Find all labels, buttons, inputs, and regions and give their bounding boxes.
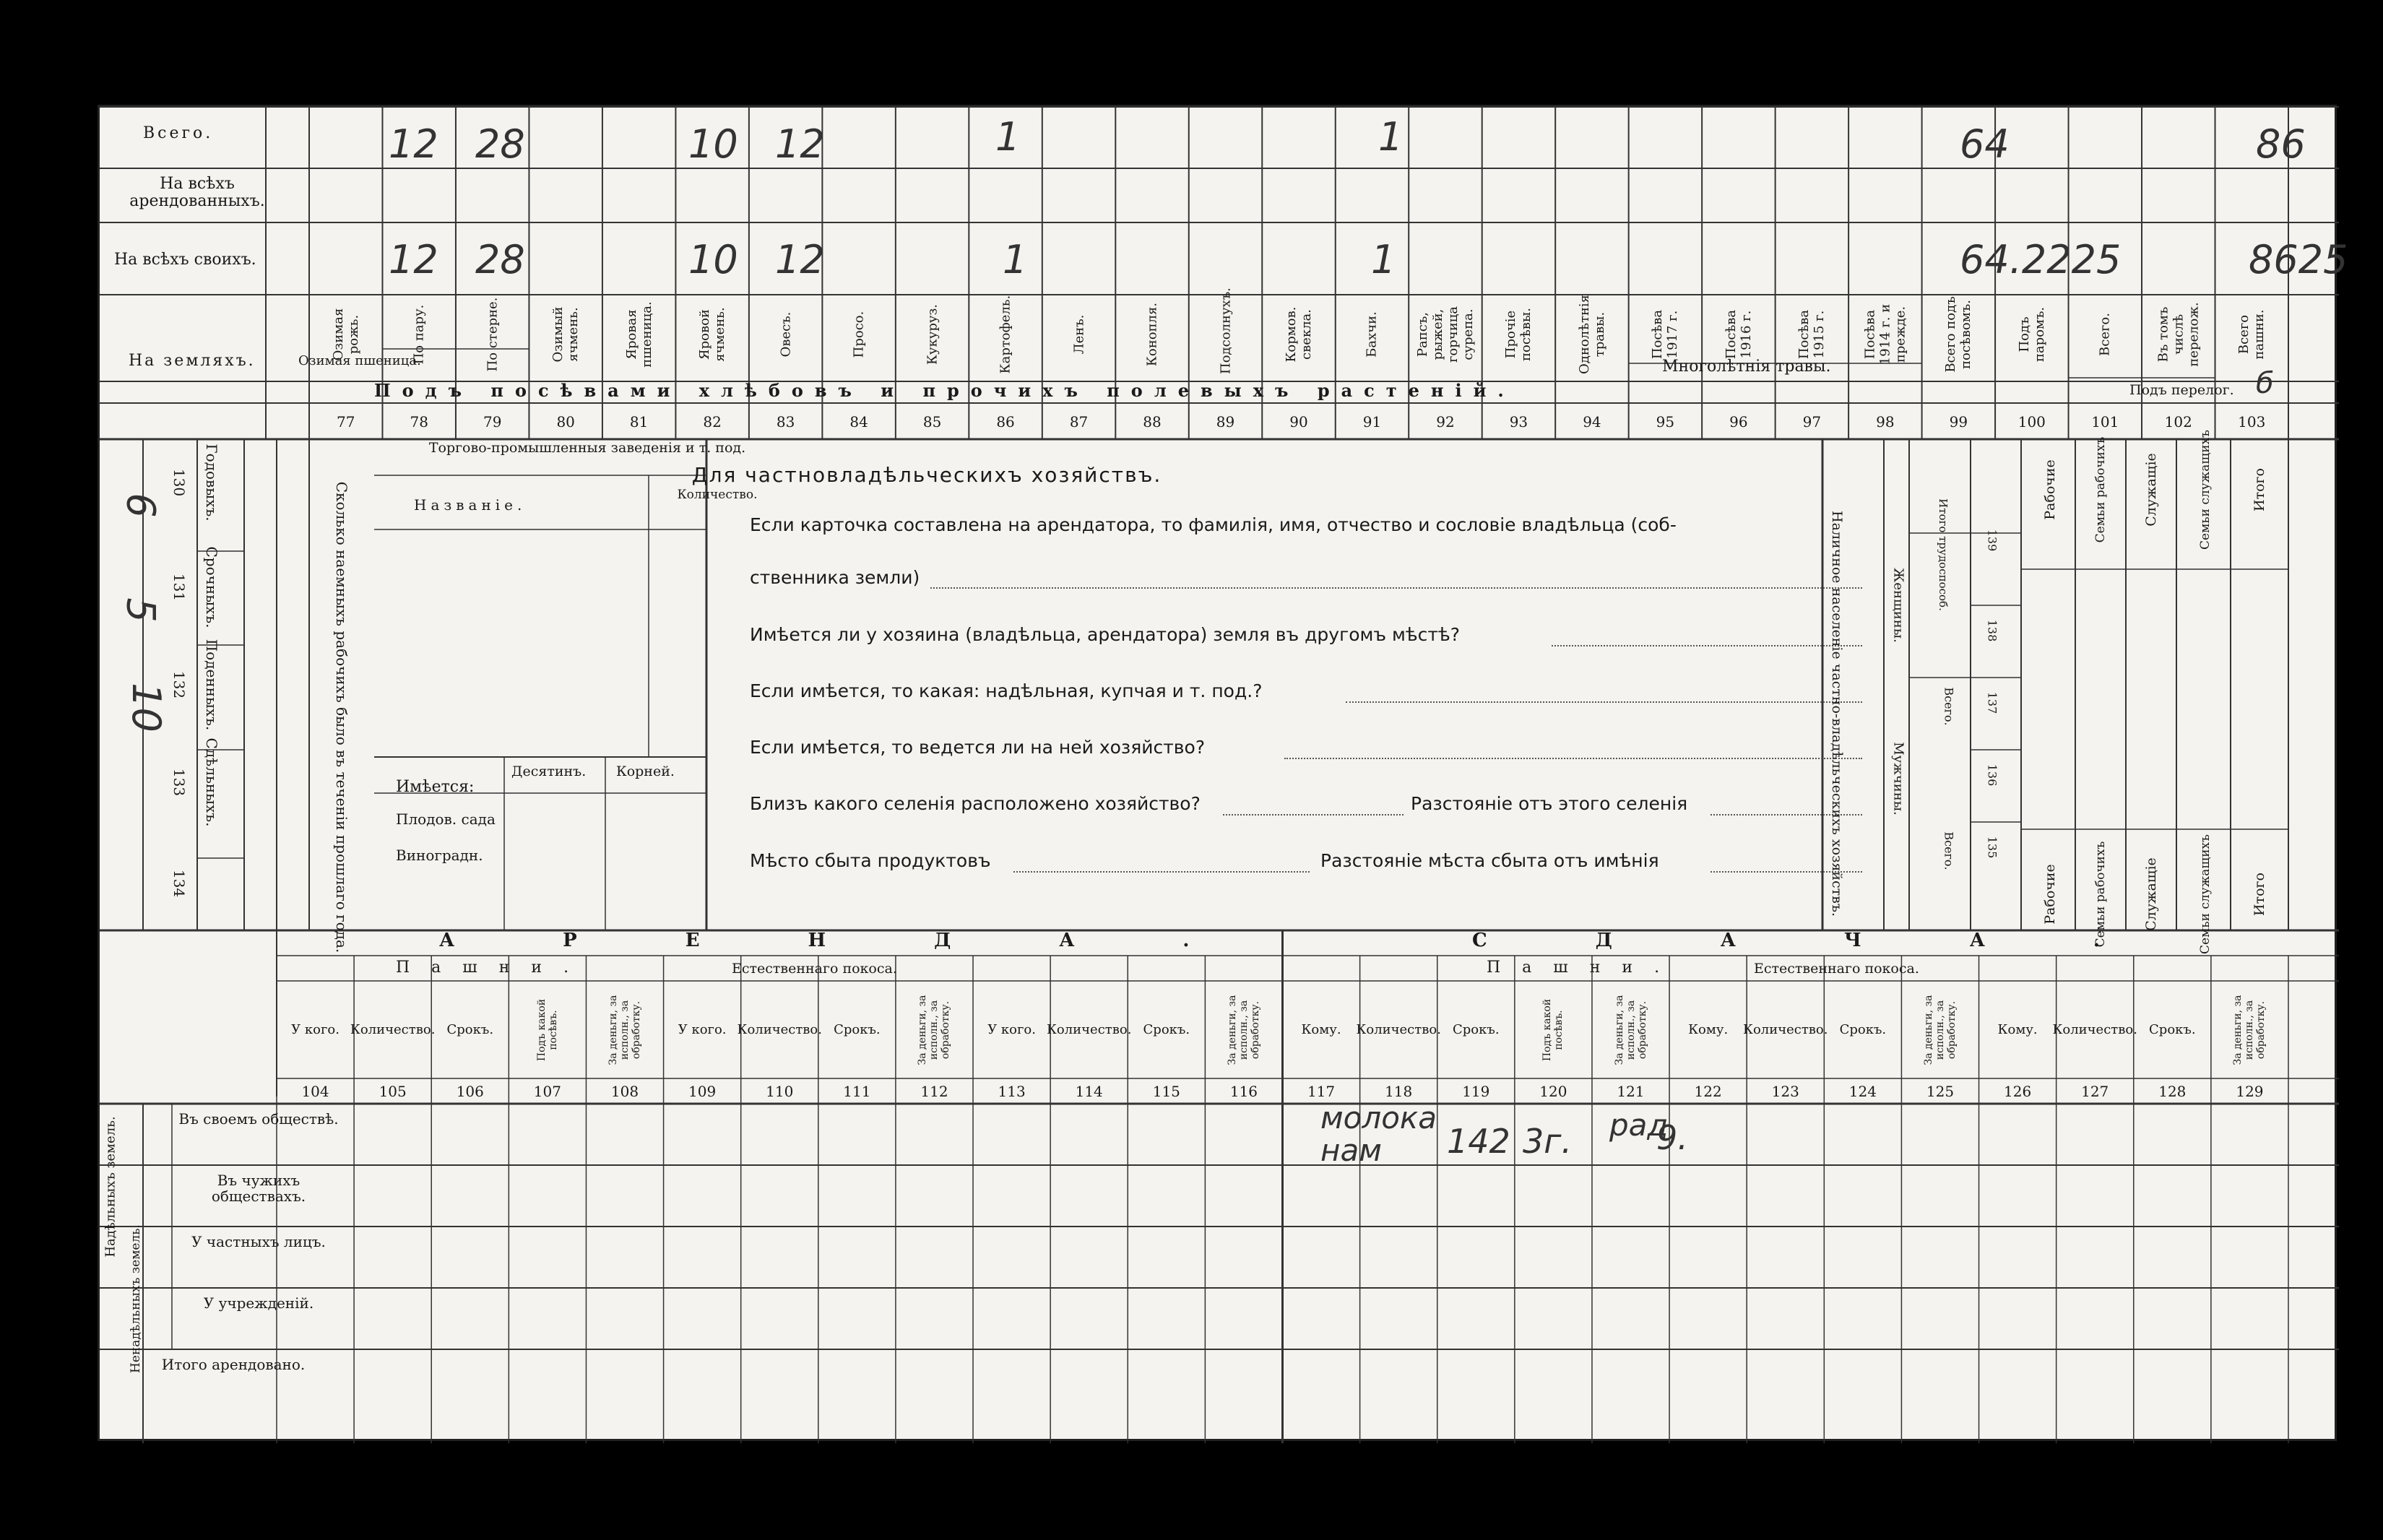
crop-col-label: Однолѣтнія травы. [1576,294,1607,374]
crop-col-label: Конопля. [1144,302,1160,367]
handwritten-83-total: 12 [775,121,825,167]
lease-col-number: 116 [1229,1083,1258,1100]
lease-col-label: Количество. [350,1022,436,1037]
crop-col-number: 99 [1949,413,1968,431]
lease-col-label: Кому. [1688,1022,1729,1037]
row-label-rented: На всѣхъ арендованныхъ. [129,175,265,211]
population-label: Наличное населеніе частно-владѣльческихъ хозяйствъ. [1829,511,1845,917]
crop-col-number: 81 [629,413,649,431]
handwritten-82-total: 10 [688,121,738,167]
label-piece: Сдѣльныхъ. [203,737,220,827]
lease-col-number: 127 [2081,1083,2109,1100]
private-q5b: Разстояніе отъ этого селенія [1411,793,1688,814]
lease-col-label: За деньги, за исполн., за обработку. [1922,995,1958,1065]
worker-families-bottom: Семьи рабочихъ [2093,841,2108,948]
handwritten-131: 5 [118,597,164,623]
lease-col-label: Срокъ. [446,1022,494,1037]
lease-col-number: 110 [766,1083,794,1100]
lease-col-number: 112 [920,1083,948,1100]
lease-col-number: 104 [301,1083,329,1100]
servant-families-top: Семьи служащихъ [2198,430,2213,550]
handwritten-103-total: 86 [2256,121,2306,167]
handwritten-120: рад [1609,1107,1669,1143]
crop-col-label: Кукуруз. [925,304,940,365]
crop-col-label: Овесъ. [778,311,794,358]
orchards-label: Плодов. сада [396,810,496,828]
crop-col-label: Озимый ячмень. [550,306,581,363]
lease-col-label: У кого. [291,1022,339,1037]
crop-col-number: 80 [556,413,575,431]
crop-col-label: Ленъ. [1071,314,1087,355]
crop-col-label: Прочiе посѣвы. [1503,308,1534,361]
crop-col-number: 88 [1143,413,1162,431]
trade-title: Торгово-промышленныя заведенія и т. под. [428,440,746,456]
lease-col-number: 109 [688,1083,717,1100]
handwritten-86-total: 1 [995,114,1021,160]
private-q5: Близъ какого селенія расположено хозяйство? [750,793,1201,814]
handwritten-99-total: 64 [1960,121,2010,167]
lease-col-number: 121 [1617,1083,1645,1100]
handwritten-82-own: 10 [688,237,738,282]
lease-col-label: Кому. [1997,1022,2038,1037]
handwritten-130: 6 [118,493,164,518]
lease-col-number: 108 [610,1083,639,1100]
lease-col-label: За деньги, за исполн., за обработку. [1613,995,1648,1065]
crop-col-label: Озимая рожь. [330,308,361,361]
crop-col-number: 96 [1729,413,1748,431]
nonallotment-lands-label: Ненадѣльныхъ земель. [129,1224,143,1373]
trade-qty-header: Количество. [677,488,758,502]
handwritten-78-own: 12 [389,237,438,282]
lease-col-number: 124 [1848,1083,1877,1100]
crop-col-number: 102 [2164,413,2192,431]
crop-col-number: 98 [1876,413,1895,431]
private-q1b: ственника земли) [750,567,920,588]
private-q3: Если имѣется, то какая: надѣльная, купчая и т. под.? [750,680,1263,701]
dessiatine-label: Десятинъ. [511,763,587,779]
label-yearly: Годовыхъ. [203,444,220,522]
trade-name-header: Названіе. [414,496,527,514]
handwritten-86-own: 1 [1003,237,1028,282]
lease-col-label: За деньги, за исполн., за обработку. [2232,995,2267,1065]
num-131: 131 [170,573,188,602]
has-label: Имѣется: [396,778,475,796]
crop-col-number: 92 [1436,413,1455,431]
lease-col-label: Количество. [1046,1022,1132,1037]
row-other-society: Въ чужихъ обществахъ. [211,1172,306,1205]
row-total-rented: Итого арендовано. [161,1356,306,1373]
workers-top: Рабочие [2042,459,2058,520]
handwritten-91-total: 1 [1378,114,1404,160]
lease-col-label: Срокъ. [1839,1022,1887,1037]
crop-col-label: Посѣва 1917 г. [1650,309,1681,360]
lease-col-number: 122 [1694,1083,1722,1100]
private-q6: Мѣсто сбыта продуктовъ [750,850,991,871]
hired-workers-label: Сколько наемныхъ рабочихъ было въ теченіи прошлаго года. [333,481,350,953]
crop-col-label: Бахчи. [1364,311,1380,358]
num-136: 136 [1985,763,1999,787]
lease-col-label: За деньги, за исполн., за обработку. [1226,995,1261,1065]
crop-col-number: 87 [1069,413,1089,431]
crop-col-label: Всего пашни. [2236,309,2267,360]
lease-col-number: 123 [1771,1083,1799,1100]
servants-top: Служащіе [2143,453,2159,527]
crop-col-label: Яровая пшеница. [623,301,654,368]
num-137: 137 [1985,691,1999,714]
crop-col-label: По стерне. [485,297,501,372]
crop-col-number: 86 [996,413,1015,431]
arenda-banner: АРЕНДА. [439,930,1298,951]
total-top: Итого [2252,468,2267,511]
num-133: 133 [170,768,188,797]
handwritten-99-own: 64.2225 [1960,237,2122,282]
vineyards-label: Виноградн. [396,847,483,864]
lease-col-label: Срокъ. [2149,1022,2196,1037]
crops-banner: Подъ посѣвами хлѣбовъ и прочихъ полевыхъ растеній. [374,380,1515,401]
crop-col-label: Картофель. [998,295,1013,374]
num-135: 135 [1985,836,1999,859]
crop-col-number: 77 [337,413,355,431]
num-139: 139 [1985,529,1999,552]
row-own-society: Въ своемъ обществѣ. [178,1110,339,1128]
fallow-label: Подъ перелог. [2129,382,2234,398]
num-138: 138 [1985,619,1999,642]
hayfield-right: Естественнаго покоса. [1754,961,1919,977]
handwritten-121: 9. [1656,1118,1688,1157]
crop-col-number: 83 [776,413,795,431]
crop-col-label: Яровой ячмень. [697,307,728,362]
crop-col-label: Въ томъ числѣ перелож. [2155,302,2202,367]
lease-col-number: 115 [1152,1083,1180,1100]
crop-col-label: Подсолнухъ. [1218,287,1234,374]
handwritten-118: 142 [1447,1122,1510,1161]
row-institutions: У учрежденій. [203,1294,314,1312]
lease-col-label: Срокъ. [834,1022,881,1037]
winter-wheat-label: Озимая пшеница. [298,353,421,368]
lease-col-number: 117 [1307,1083,1336,1100]
lease-col-label: Количество. [737,1022,822,1037]
worker-families-top: Семьи рабочихъ [2093,436,2108,543]
lease-col-label: Количество. [1743,1022,1828,1037]
handwritten-83-own: 12 [775,237,825,282]
crop-col-number: 84 [849,413,868,431]
lease-col-label: Количество. [2052,1022,2137,1037]
handwritten-79-total: 28 [475,121,525,167]
label-daily: Поденныхъ. [203,639,220,731]
crop-col-number: 78 [410,413,428,431]
lease-col-number: 105 [379,1083,407,1100]
crop-col-label: Посѣва 1915 г. [1796,309,1828,360]
lease-col-number: 128 [2158,1083,2187,1100]
lease-col-label: Срокъ. [1453,1022,1500,1037]
crop-col-label: Рапсъ, рыжей, горчица сурепа. [1414,306,1476,363]
lease-col-label: У кого. [678,1022,727,1037]
pashni-left: Пашни. [396,959,591,977]
lease-col-label: Срокъ. [1143,1022,1190,1037]
lease-col-number: 129 [2236,1083,2264,1100]
label-term: Срочныхъ. [203,546,220,628]
lease-col-number: 119 [1462,1083,1490,1100]
handwritten-117a: молока [1320,1100,1437,1135]
pop-total-m: Всего. [1942,831,1956,870]
crop-col-number: 94 [1583,413,1601,431]
lease-col-number: 107 [533,1083,561,1100]
handwritten-79-own: 28 [475,237,525,282]
private-q6b: Разстояніе мѣста сбыта отъ имѣнія [1320,850,1659,871]
allotment-lands-label: Надѣльныхъ земель. [103,1116,118,1258]
row-label-lands: На земляхъ. [129,352,256,370]
lease-col-label: Кому. [1301,1022,1341,1037]
sdacha-banner: СДАЧА. [1472,930,2208,951]
lease-col-number: 118 [1385,1083,1413,1100]
handwritten-103-own: 8625 [2249,237,2348,282]
perennial-grass-label: Многолѣтнія травы. [1662,358,1831,376]
crop-col-label: Посѣва 1914 г. и прежде. [1862,303,1908,365]
servant-families-bottom: Семьи служащихъ [2198,834,2213,954]
private-q2: Имѣется ли у хозяина (владѣльца, арендатора) земля въ другомъ мѣстѣ? [750,624,1461,645]
women-label: Женщины. [1890,568,1906,643]
crop-col-number: 89 [1216,413,1235,431]
total-able-label: Итого трудоспособ. [1937,498,1950,611]
crop-col-label: По пару. [411,304,427,365]
handwritten-103-lands: б [2256,367,2274,400]
lease-col-label: За деньги, за исполн., за обработку. [607,995,643,1065]
crop-col-number: 91 [1362,413,1382,431]
crop-col-label: Всего подъ посѣвомъ. [1943,296,1974,373]
crop-col-label: Посѣва 1916 г. [1723,309,1754,360]
row-private: У частныхъ лицъ. [191,1233,326,1250]
lease-col-label: У кого. [987,1022,1036,1037]
men-label: Мужчины. [1890,742,1906,816]
handwritten-132: 10 [123,683,169,732]
num-132: 132 [170,670,188,699]
lease-col-label: Количество. [1356,1022,1441,1037]
private-q4: Если имѣется, то ведется ли на ней хозяйство? [750,737,1206,758]
num-130: 130 [170,468,188,497]
crop-col-label: Просо. [851,311,867,358]
handwritten-117b: нам [1320,1133,1382,1168]
lease-col-number: 113 [998,1083,1026,1100]
crop-col-label: Кормов. свекла. [1284,306,1314,363]
crop-col-number: 85 [922,413,942,431]
handwritten-91-own: 1 [1371,237,1396,282]
crop-col-number: 97 [1802,413,1822,431]
row-label-total: Всего. [143,124,214,142]
census-card [98,105,2348,1441]
lease-col-label: За деньги, за исполн., за обработку. [917,995,952,1065]
pashni-right: Пашни. [1487,959,1682,977]
crop-col-number: 93 [1509,413,1528,431]
handwritten-119: 3г. [1523,1122,1573,1161]
pop-total-w: Всего. [1942,687,1956,726]
num-134: 134 [170,869,188,898]
row-label-own: На всѣхъ своихъ. [114,251,256,269]
lease-col-number: 126 [2004,1083,2032,1100]
servants-bottom: Служащіе [2143,857,2159,931]
crop-col-number: 90 [1289,413,1308,431]
workers-bottom: Рабочие [2042,864,2058,925]
crop-col-number: 79 [483,413,502,431]
handwritten-78-total: 12 [389,121,438,167]
lease-col-number: 114 [1075,1083,1103,1100]
lease-col-number: 125 [1926,1083,1955,1100]
private-farms-title: Для частновладѣльческихъ хозяйствъ. [691,463,1162,487]
private-q1: Если карточка составлена на арендатора, то фамилія, имя, отчество и сословіе владѣльца (соб- [750,514,1677,535]
lease-col-number: 120 [1539,1083,1567,1100]
total-bottom: Итого [2252,873,2267,916]
crop-col-number: 100 [2017,413,2046,431]
lease-col-label: Подъ какой посѣвъ. [1541,998,1565,1062]
crop-col-number: 95 [1656,413,1675,431]
hayfield-left: Естественнаго покоса. [732,961,897,977]
crop-col-label: Всего. [2097,313,2113,356]
crop-col-number: 82 [703,413,722,431]
lease-col-number: 111 [843,1083,871,1100]
crop-col-number: 103 [2238,413,2266,431]
lease-col-label: Подъ какой посѣвъ. [535,998,559,1062]
crop-col-label: Подъ паромъ. [2016,306,2047,363]
roots-label: Корней. [616,763,675,779]
crop-col-number: 101 [2091,413,2119,431]
lease-col-number: 106 [456,1083,484,1100]
